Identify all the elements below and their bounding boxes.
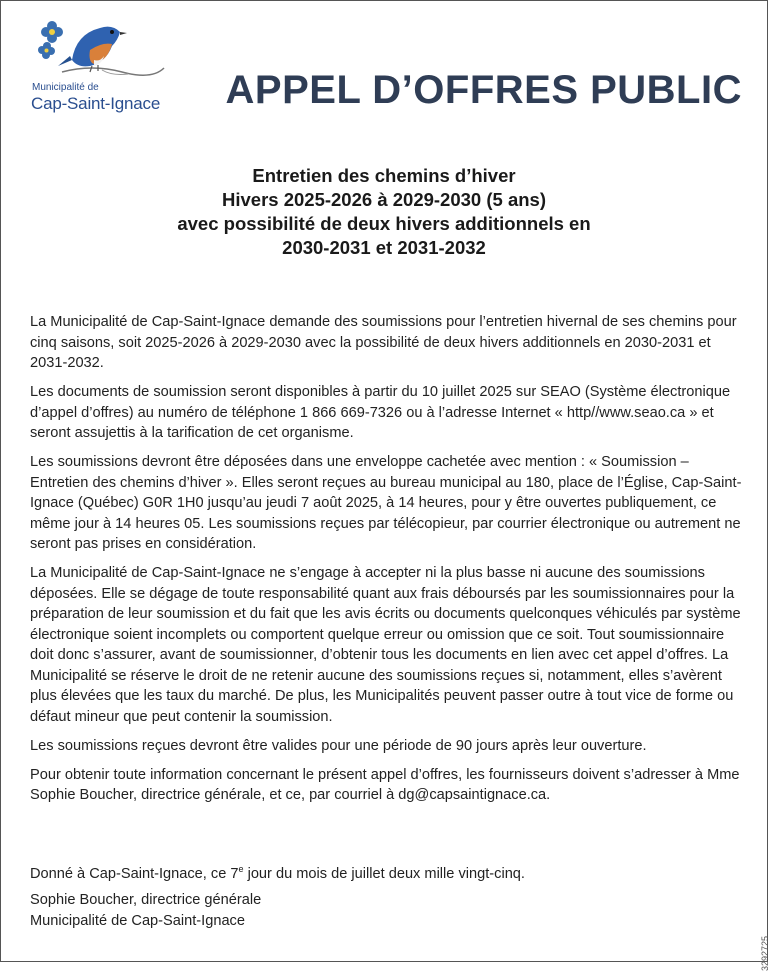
signatory: Sophie Boucher, directrice générale bbox=[30, 892, 262, 908]
paragraph-intro: La Municipalité de Cap-Saint-Ignace demande des soumissions pour l’entretien hivernal de ses chemins pour cinq saisons, soit 2025-2026 à 2029-2030 avec la possibilité de deux hivers additionnels en 2030-2031 et 2031-2032. bbox=[30, 314, 737, 371]
given-suffix: jour du mois de juillet deux mille vingt-cinq. bbox=[243, 866, 525, 882]
subtitle-line: Hivers 2025-2026 à 2029-2030 (5 ans) bbox=[222, 189, 546, 210]
paragraph-validity: Les soumissions reçues devront être valides pour une période de 90 jours après leur ouverture. bbox=[30, 737, 647, 754]
given-sup: e bbox=[238, 864, 244, 875]
subtitle-line: Entretien des chemins d’hiver bbox=[252, 165, 516, 186]
municipality-logo bbox=[24, 10, 174, 114]
logo-name: Cap-Saint-Ignace bbox=[31, 94, 161, 113]
subtitle-line: 2030-2031 et 2031-2032 bbox=[282, 237, 486, 258]
paragraph-documents: Les documents de soumission seront disponibles à partir du 10 juillet 2025 sur SEAO (Système électronique d’appel d’offres) au numéro de téléphone 1 866 669-7326 ou à l’adresse Internet « http//www.seao.ca » et seront assujettis à la tarification de cet organisme. bbox=[30, 384, 731, 441]
ad-reference-code: 3292725 bbox=[760, 936, 770, 971]
bluebird-icon bbox=[32, 10, 172, 90]
contract-subtitle bbox=[0, 164, 768, 260]
notice-body bbox=[30, 312, 742, 814]
closing-block bbox=[30, 864, 525, 932]
paragraph-submission: Les soumissions devront être déposées dans une enveloppe cachetée avec mention : « Soumission – Entretien des chemins d’hiver ». Elles seront reçues au bureau municipal au 180, place de l’Église, Cap-Saint-Ignace (Québec) G0R 1H0 jusqu’au jeudi 7 août 2025, à 14 heures, pour y être ouvertes publiquement, ce même jour à 14 heures 05. Les soumissions reçues par télécopieur, par courrier électronique ou autrement ne seront pas prises en considération. bbox=[30, 454, 742, 552]
paragraph-conditions: La Municipalité de Cap-Saint-Ignace ne s’engage à accepter ni la plus basse ni aucune des soumissions déposées. Elle se dégage de toute responsabilité quant aux frais déboursés par les soumissionnaires pour la préparation de leur soumission et du fait que les avis écrits ou documents quelconques véhiculés par système électronique soient incomplets ou comportent quelque erreur ou omission que ce soit. Tout soumissionnaire doit donc s’assurer, avant de soumissionner, d’obtenir tous les documents en lien avec cet appel d’offres. La Municipalité se réserve le droit de ne retenir aucune des soumissions reçues si, notamment, elles s’avèrent plus élevées que les taux du marché. De plus, les Municipalités peuvent passer outre à tout vice de forme ou défaut mineur que peut contenir la soumission. bbox=[30, 565, 741, 725]
paragraph-contact: Pour obtenir toute information concernant le présent appel d’offres, les fournisseurs doivent s’adresser à Mme Sophie Boucher, directrice générale, et ce, par courriel à dg@capsaintignace.ca. bbox=[30, 766, 740, 803]
organization: Municipalité de Cap-Saint-Ignace bbox=[30, 913, 245, 929]
subtitle-line: avec possibilité de deux hivers additionnels en bbox=[177, 213, 591, 234]
page-title: APPEL D’OFFRES PUBLIC bbox=[225, 68, 742, 112]
given-date bbox=[30, 864, 525, 885]
logo-subtitle: Municipalité de bbox=[32, 82, 99, 93]
given-prefix: Donné à Cap-Saint-Ignace, ce 7 bbox=[30, 866, 239, 882]
